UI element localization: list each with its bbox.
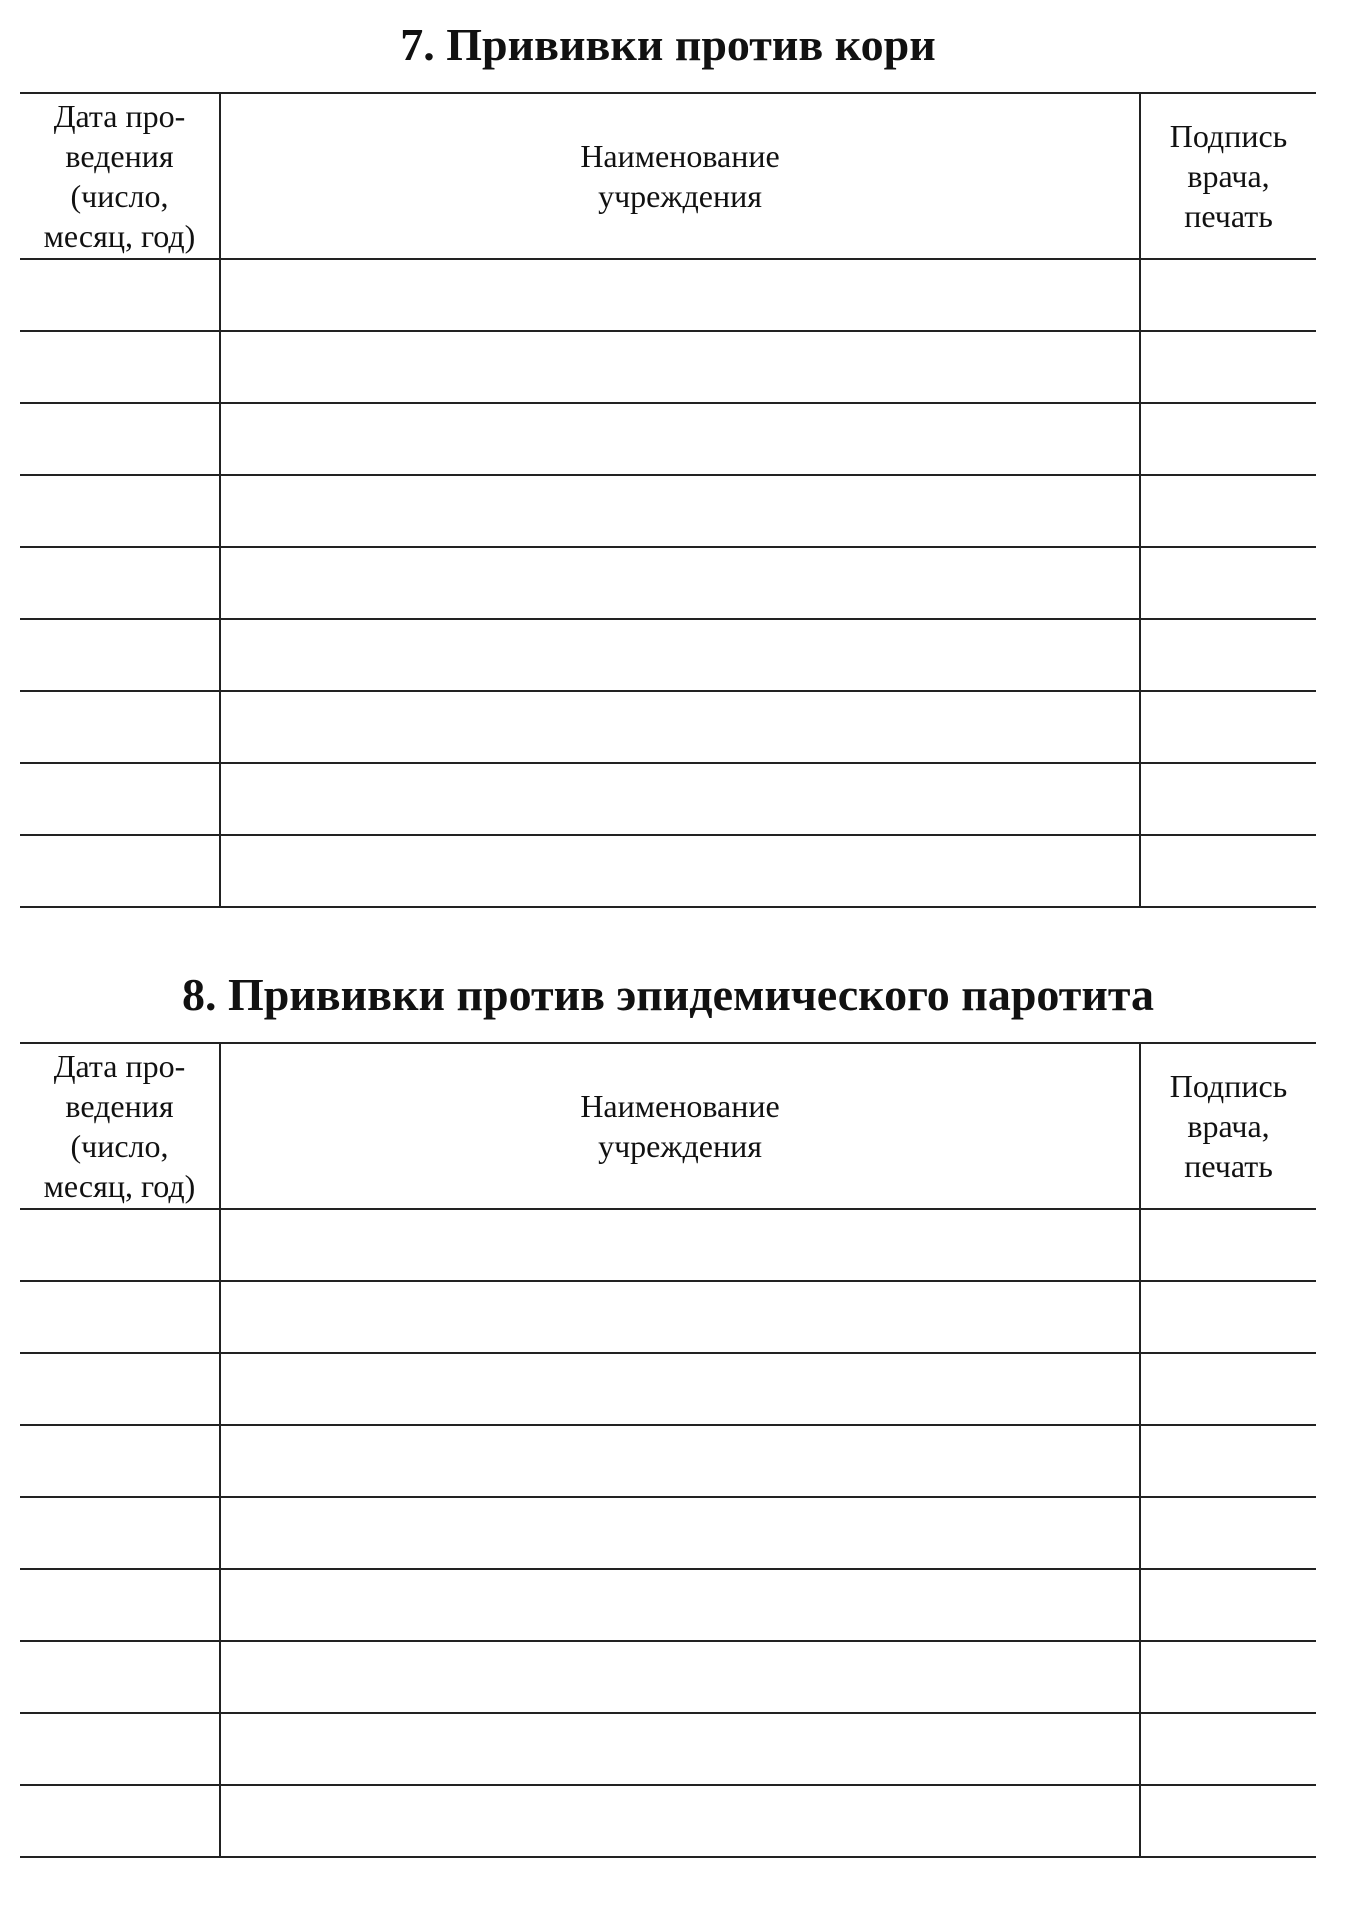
institution-cell[interactable] (220, 403, 1140, 475)
date-cell[interactable] (20, 1713, 220, 1785)
table-row (20, 1497, 1316, 1569)
table-row (20, 1425, 1316, 1497)
date-cell[interactable] (20, 619, 220, 691)
date-cell[interactable] (20, 331, 220, 403)
table-header-row (20, 93, 1316, 259)
date-cell[interactable] (20, 403, 220, 475)
measles-vaccination-section (20, 0, 1316, 908)
date-cell[interactable] (20, 1425, 220, 1497)
table-row (20, 1641, 1316, 1713)
table-row (20, 475, 1316, 547)
header-date: Дата про- ведения (число, месяц, год) (20, 1043, 220, 1209)
institution-cell[interactable] (220, 1209, 1140, 1281)
header-institution: Наименование учреждения (220, 1043, 1140, 1209)
date-cell[interactable] (20, 1785, 220, 1857)
measles-vaccination-table (20, 92, 1316, 908)
table-row (20, 691, 1316, 763)
date-cell[interactable] (20, 1497, 220, 1569)
signature-cell[interactable] (1140, 475, 1316, 547)
institution-cell[interactable] (220, 619, 1140, 691)
institution-cell[interactable] (220, 547, 1140, 619)
institution-cell[interactable] (220, 691, 1140, 763)
signature-cell[interactable] (1140, 1425, 1316, 1497)
table-row (20, 1569, 1316, 1641)
institution-cell[interactable] (220, 1353, 1140, 1425)
institution-cell[interactable] (220, 1569, 1140, 1641)
date-cell[interactable] (20, 763, 220, 835)
date-cell[interactable] (20, 1281, 220, 1353)
signature-cell[interactable] (1140, 547, 1316, 619)
header-institution: Наименование учреждения (220, 93, 1140, 259)
mumps-vaccination-table (20, 1042, 1316, 1858)
signature-cell[interactable] (1140, 1497, 1316, 1569)
table-row (20, 1785, 1316, 1857)
signature-cell[interactable] (1140, 1209, 1316, 1281)
signature-cell[interactable] (1140, 259, 1316, 331)
header-signature: Подпись врача, печать (1140, 1043, 1316, 1209)
signature-cell[interactable] (1140, 619, 1316, 691)
header-signature: Подпись врача, печать (1140, 93, 1316, 259)
table-row (20, 259, 1316, 331)
signature-cell[interactable] (1140, 403, 1316, 475)
date-cell[interactable] (20, 835, 220, 907)
institution-cell[interactable] (220, 475, 1140, 547)
mumps-vaccination-section (20, 950, 1316, 1858)
institution-cell[interactable] (220, 1785, 1140, 1857)
signature-cell[interactable] (1140, 1641, 1316, 1713)
table-row (20, 763, 1316, 835)
section-title: 8. Прививки против эпидемического паротита (181, 969, 1155, 1020)
signature-cell[interactable] (1140, 691, 1316, 763)
signature-cell[interactable] (1140, 1785, 1316, 1857)
institution-cell[interactable] (220, 1713, 1140, 1785)
signature-cell[interactable] (1140, 1353, 1316, 1425)
institution-cell[interactable] (220, 763, 1140, 835)
date-cell[interactable] (20, 475, 220, 547)
table-row (20, 1281, 1316, 1353)
header-date: Дата про- ведения (число, месяц, год) (20, 93, 220, 259)
institution-cell[interactable] (220, 331, 1140, 403)
table-row (20, 1353, 1316, 1425)
date-cell[interactable] (20, 691, 220, 763)
table-row (20, 1713, 1316, 1785)
signature-cell[interactable] (1140, 835, 1316, 907)
table-row (20, 403, 1316, 475)
table-row (20, 835, 1316, 907)
table-row (20, 619, 1316, 691)
date-cell[interactable] (20, 1569, 220, 1641)
institution-cell[interactable] (220, 1497, 1140, 1569)
institution-cell[interactable] (220, 259, 1140, 331)
signature-cell[interactable] (1140, 1569, 1316, 1641)
date-cell[interactable] (20, 1641, 220, 1713)
institution-cell[interactable] (220, 1425, 1140, 1497)
signature-cell[interactable] (1140, 1281, 1316, 1353)
signature-cell[interactable] (1140, 331, 1316, 403)
signature-cell[interactable] (1140, 1713, 1316, 1785)
institution-cell[interactable] (220, 835, 1140, 907)
institution-cell[interactable] (220, 1281, 1140, 1353)
table-row (20, 1209, 1316, 1281)
signature-cell[interactable] (1140, 763, 1316, 835)
date-cell[interactable] (20, 259, 220, 331)
table-header-row (20, 1043, 1316, 1209)
date-cell[interactable] (20, 1353, 220, 1425)
date-cell[interactable] (20, 1209, 220, 1281)
table-row (20, 547, 1316, 619)
section-title: 7. Прививки против кори (400, 19, 936, 70)
date-cell[interactable] (20, 547, 220, 619)
table-row (20, 331, 1316, 403)
institution-cell[interactable] (220, 1641, 1140, 1713)
